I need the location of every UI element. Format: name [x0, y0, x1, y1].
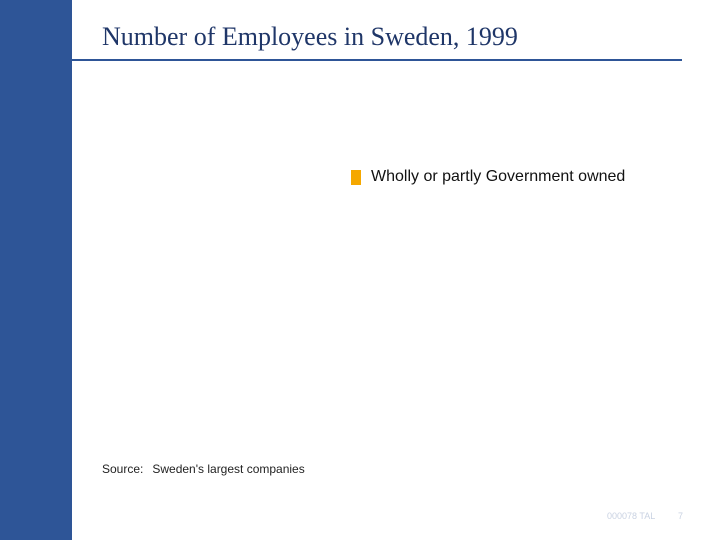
- legend-label: Wholly or partly Government owned: [371, 168, 626, 185]
- title-rule-left: [24, 59, 72, 61]
- title-underline: [72, 59, 682, 61]
- source-note: [102, 462, 305, 476]
- left-accent-band: [0, 0, 72, 540]
- page-number: 7: [678, 511, 684, 521]
- legend-swatch: [351, 170, 361, 185]
- legend: [351, 168, 625, 186]
- footer-code: 000078 TAL: [607, 511, 656, 521]
- source-prefix: Source:: [102, 462, 144, 476]
- slide-title: Number of Employees in Sweden, 1999: [102, 22, 518, 51]
- source-text: Sweden's largest companies: [152, 462, 305, 476]
